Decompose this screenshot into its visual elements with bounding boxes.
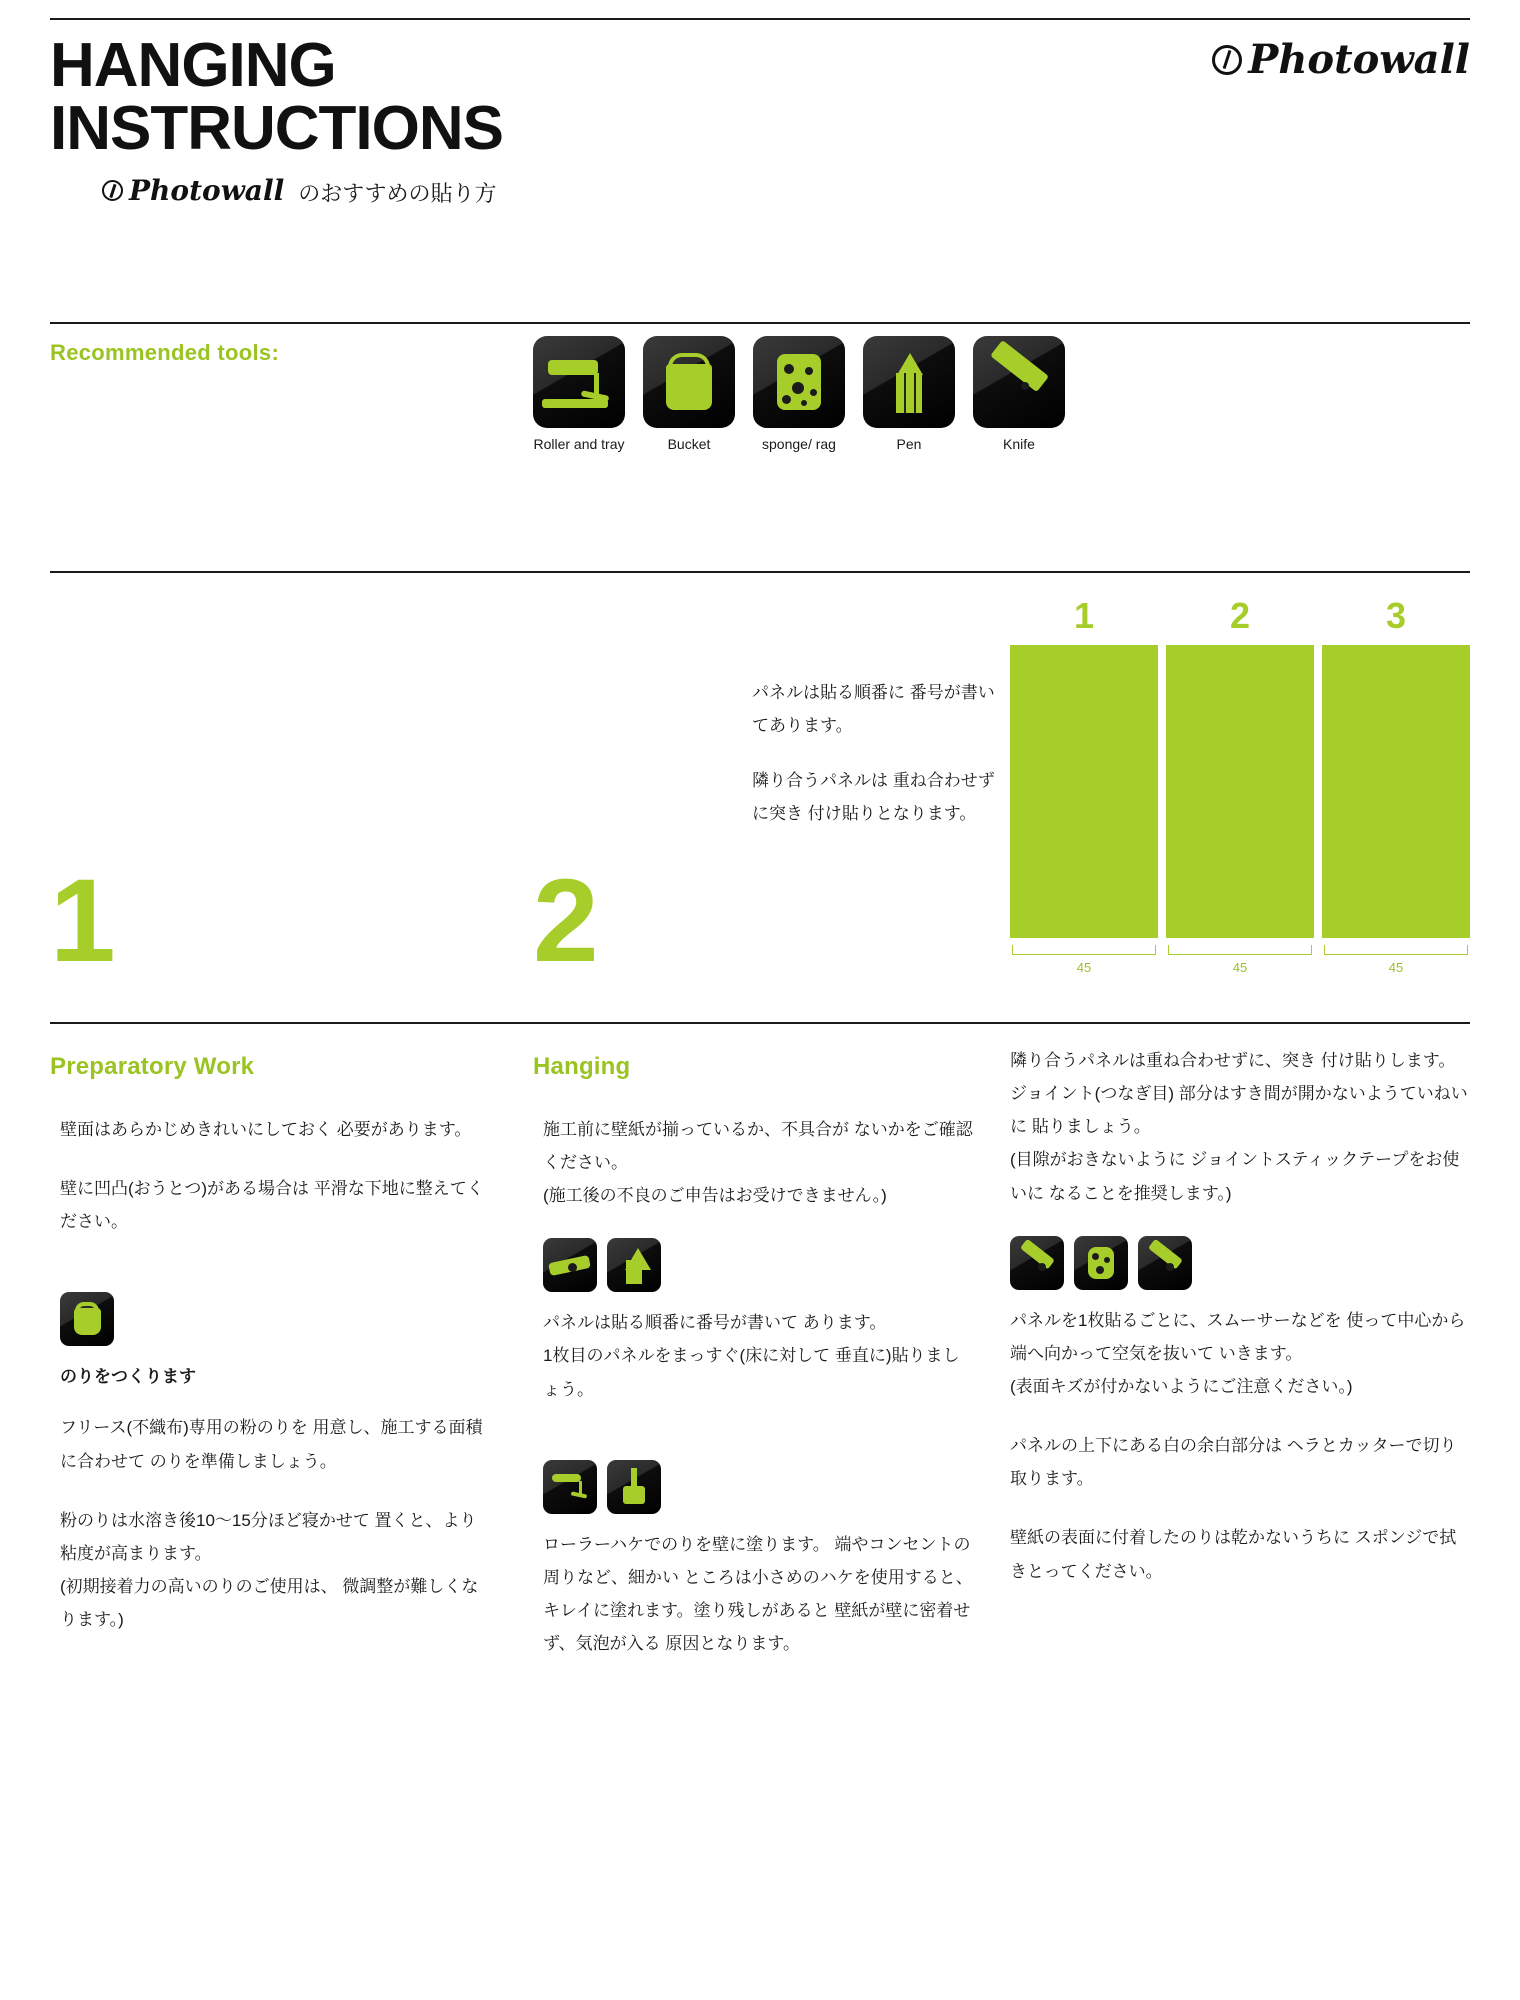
paragraph: 1枚目のパネルをまっすぐ(床に対して 垂直に)貼りましょう。 (543, 1346, 960, 1399)
tool-roller (533, 336, 625, 454)
panel-dimension-value: 45 (1232, 960, 1248, 975)
inline-icons (1010, 1236, 1470, 1290)
tool-bucket (643, 336, 735, 454)
panel-number: 3 (1385, 595, 1407, 636)
knife-icon (1138, 1236, 1192, 1290)
section-heading: Preparatory Work (50, 1053, 255, 1080)
paragraph: (初期接着力の高いのりのご使用は、 微調整が難しくなります。) (60, 1576, 479, 1630)
section-preparatory-work (50, 1044, 490, 1662)
panel-dimension-value: 45 (1076, 960, 1092, 975)
tool-knife (973, 336, 1065, 454)
bucket-icon (643, 336, 735, 428)
paragraph: ローラーハケでのりを壁に塗ります。 端やコンセントの周りなど、細かい ところは小さめのハケを使用すると、 キレイに塗れます。塗り残しがあると 壁紙が壁に密着せず、気泡が入る 原因となります。 (543, 1534, 973, 1654)
panel-dimension (1010, 945, 1158, 977)
photowall-logo (1212, 36, 1470, 83)
tools-label: Recommended tools: (50, 340, 280, 365)
panel-dimensions (1010, 945, 1470, 977)
tool-caption: sponge/ rag (762, 436, 836, 452)
tools-row (533, 336, 1065, 454)
photowall-logo-mark-inline (102, 180, 123, 201)
panel-3 (1322, 645, 1470, 938)
roller-icon (543, 1460, 597, 1514)
sponge-icon (753, 336, 845, 428)
photowall-logo-text: Photowall (1248, 36, 1470, 83)
paragraph: (施工後の不良のご申告はお受けできません。) (543, 1186, 887, 1206)
sponge-icon (1074, 1236, 1128, 1290)
panel-dimension (1322, 945, 1470, 977)
panel-note-2: 隣り合うパネルは 重ね合わせずに突き 付け貼りとなります。 (752, 771, 995, 824)
columns-divider (50, 1022, 1470, 1024)
brush-icon (607, 1460, 661, 1514)
inline-icons (60, 1292, 490, 1346)
panel-dimension (1166, 945, 1314, 977)
pen-icon (863, 336, 955, 428)
paragraph: パネルの上下にある白の余白部分は ヘラとカッターで切り取ります。 (1010, 1436, 1457, 1489)
tool-caption: Bucket (667, 436, 711, 452)
panel-number: 2 (1229, 595, 1251, 636)
tool-pen (863, 336, 955, 454)
inline-icons (543, 1238, 973, 1292)
section-joints (1010, 1044, 1470, 1614)
page-subtitle (102, 174, 503, 208)
page-header (50, 31, 503, 208)
paragraph: 壁紙の表面に付着したのりは乾かないうちに スポンジで拭きとってください。 (1010, 1528, 1457, 1581)
paragraph: 壁に凹凸(おうとつ)がある場合は 平滑な下地に整えてください。 (60, 1178, 484, 1232)
paragraph: 粉のりは水溶き後10〜15分ほど寝かせて 置くと、より粘度が高まります。 (60, 1510, 477, 1563)
middle-divider (50, 571, 1470, 573)
paragraph: (表面キズが付かないようにご注意ください。) (1010, 1376, 1353, 1396)
photowall-logo-text-inline: Photowall (129, 174, 285, 208)
page-title (50, 31, 503, 164)
panel-2 (1166, 645, 1314, 938)
panel-number: 1 (1073, 595, 1095, 636)
panel-1 (1010, 645, 1158, 938)
pen-icon (607, 1238, 661, 1292)
section-heading: Hanging (533, 1053, 631, 1080)
paragraph: フリース(不織布)専用の粉のりを 用意し、施工する面積に合わせて のりを準備しましょう。 (60, 1418, 483, 1471)
panel-diagram (1010, 645, 1470, 938)
page-title-line2: INSTRUCTIONS (50, 94, 503, 164)
panel-numbers (1010, 595, 1470, 637)
top-divider (50, 18, 1470, 20)
step-number-2: 2 (533, 855, 599, 987)
photowall-logo-mark (1212, 45, 1242, 75)
tool-caption: Knife (1003, 436, 1035, 452)
tool-sponge (753, 336, 845, 454)
paragraph: パネルは貼る順番に番号が書いて あります。 (543, 1313, 887, 1333)
tool-caption: Roller and tray (533, 436, 625, 452)
panel-note (752, 676, 1002, 853)
inline-icons (543, 1460, 973, 1514)
panel-dimension-value: 45 (1388, 960, 1404, 975)
subheading-make-paste: のりをつくります (60, 1367, 196, 1387)
page-title-line1: HANGING (50, 31, 336, 100)
paragraph: 隣り合うパネルは重ね合わせずに、突き 付け貼りします。ジョイント(つなぎ目) 部分はすき間が開かないようていねいに 貼りましょう。 (1010, 1051, 1468, 1137)
paragraph: 施工前に壁紙が揃っているか、不具合が ないかをご確認ください。 (543, 1119, 973, 1172)
knife-icon (973, 336, 1065, 428)
paragraph: (目隙がおきないように ジョイントスティックテープをお使いに なることを推奨します。) (1010, 1150, 1460, 1203)
paragraph: 壁面はあらかじめきれいにしておく 必要があります。 (60, 1119, 472, 1139)
page-subtitle-text: のおすすめの貼り方 (298, 181, 497, 207)
photowall-logo-inline (102, 174, 284, 207)
step-number-1: 1 (50, 855, 116, 987)
section-hanging (533, 1044, 973, 1686)
roller-icon (533, 336, 625, 428)
tool-caption: Pen (896, 436, 922, 452)
tools-divider (50, 322, 1470, 324)
panel-note-1: パネルは貼る順番に 番号が書いてあります。 (752, 683, 995, 736)
level-icon (543, 1238, 597, 1292)
paragraph: パネルを1枚貼るごとに、スムーサーなどを 使って中心から端へ向かって空気を抜いて いきます。 (1010, 1310, 1466, 1363)
knife-icon (1010, 1236, 1064, 1290)
bucket-icon (60, 1292, 114, 1346)
